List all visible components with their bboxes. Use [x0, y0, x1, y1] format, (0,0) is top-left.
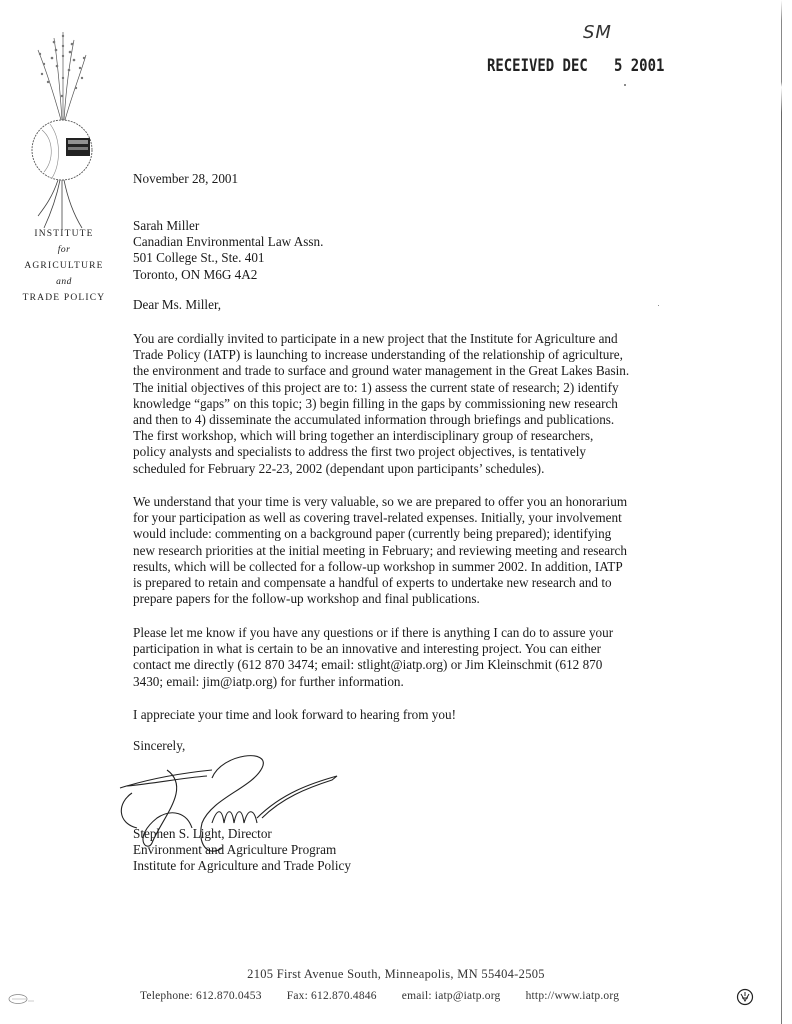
paragraph-line: contact me directly (612 870 3474; email: stlight@iatp.org) or Jim Kleinschmit (612 870 — [133, 657, 603, 673]
received-stamp — [487, 56, 664, 76]
scan-speck — [658, 305, 659, 306]
paragraph-line: the environment and trade to surface and ground water management in the Great Lakes Basin. — [133, 363, 630, 379]
scan-speck — [624, 84, 626, 86]
paragraph-line: Trade Policy (IATP) is launching to increase understanding of the relationship of agriculture, — [133, 347, 623, 363]
paragraph-line: We understand that your time is very valuable, so we are prepared to offer you an honorarium — [133, 494, 628, 509]
stamp-received-label: RECEIVED — [487, 56, 555, 76]
paragraph-invitation — [133, 331, 678, 477]
footer-address: 2105 First Avenue South, Minneapolis, MN 55404-2505 — [247, 967, 545, 981]
salutation: Dear Ms. Miller, — [133, 297, 222, 312]
organization-name — [0, 226, 128, 306]
stamp-day: 5 — [613, 56, 623, 76]
paragraph-line: 3430; email: jim@iatp.org) for further information. — [133, 673, 404, 689]
scan-edge-line — [781, 0, 782, 1024]
recycled-paper-icon — [736, 988, 754, 1006]
recipient-name: Sarah Miller — [133, 218, 200, 233]
paragraph-line: is prepared to retain and compensate a handful of experts to undertake new research and to — [133, 575, 612, 591]
paragraph-line: The initial objectives of this project are to: 1) assess the current state of research; 2) identify — [133, 379, 619, 395]
paragraph-line: I appreciate your time and look forward to hearing from you! — [133, 707, 456, 722]
paragraph-line: new research priorities at the initial meeting in February; and reviewing meeting and research — [133, 542, 627, 558]
footer-website[interactable]: http://www.iatp.org — [525, 990, 620, 1002]
recipient-city: Toronto, ON M6G 4A2 — [133, 266, 258, 282]
recipient-organization: Canadian Environmental Law Assn. — [133, 234, 324, 250]
org-line-agriculture: AGRICULTURE — [24, 261, 104, 271]
signer-institution: Institute for Agriculture and Trade Policy — [133, 858, 351, 874]
paragraph-line: prepare papers for the follow-up workshop and final publications. — [133, 591, 480, 607]
org-line-trade-policy: TRADE POLICY — [22, 293, 106, 303]
signature-block — [133, 826, 678, 875]
stamp-month: DEC — [562, 56, 588, 76]
recipient-street: 501 College St., Ste. 401 — [133, 250, 265, 266]
paragraph-line: would include: commenting on a background paper (currently being prepared); identifying — [133, 526, 612, 542]
org-line-for: for — [57, 245, 71, 255]
paragraph-contact — [133, 625, 678, 690]
paragraph-line: You are cordially invited to participate in a new project that the Institute for Agriculture and — [133, 331, 618, 346]
handwritten-initials: SM — [583, 22, 612, 43]
letter-date: November 28, 2001 — [133, 171, 239, 186]
footer-small-logo-icon — [6, 992, 36, 1006]
paragraph-honorarium — [133, 494, 678, 607]
paragraph-appreciation — [133, 707, 678, 723]
wheat-globe-logo-icon — [14, 30, 110, 230]
signer-name-title: Stephen S. Light, Director — [133, 826, 272, 841]
paragraph-line: and then to 4) disseminate the accumulated information through briefings and publications. — [133, 412, 615, 428]
stamp-year: 2001 — [630, 56, 665, 76]
footer-fax: Fax: 612.870.4846 — [286, 990, 377, 1002]
org-line-and: and — [56, 277, 72, 287]
footer-contact-line — [140, 990, 641, 1002]
footer-telephone: Telephone: 612.870.0453 — [140, 990, 262, 1002]
paragraph-line: The first workshop, which will bring together an interdisciplinary group of researchers, — [133, 428, 594, 444]
recipient-address — [133, 218, 678, 283]
org-line-institute: INSTITUTE — [34, 229, 94, 239]
signer-program: Environment and Agriculture Program — [133, 842, 337, 858]
paragraph-line: Please let me know if you have any questions or if there is anything I can do to assure your — [133, 625, 614, 640]
paragraph-line: participation in what is certain to be an innovative and interesting project. You can either — [133, 641, 602, 657]
paragraph-line: policy analysts and specialists to address the first two project objectives, is tentatively — [133, 444, 587, 460]
closing: Sincerely, — [133, 738, 186, 753]
paragraph-line: scheduled for February 22-23, 2002 (dependant upon participants’ schedules). — [133, 460, 545, 476]
paragraph-line: knowledge “gaps” on this topic; 3) begin filling in the gaps by commissioning new research — [133, 395, 618, 411]
paragraph-line: results, which will be collected for a follow-up workshop in summer 2002. In addition, IATP — [133, 558, 623, 574]
paragraph-line: for your participation as well as covering travel-related expenses. Initially, your involvement — [133, 510, 622, 526]
footer-email[interactable]: email: iatp@iatp.org — [401, 990, 501, 1002]
